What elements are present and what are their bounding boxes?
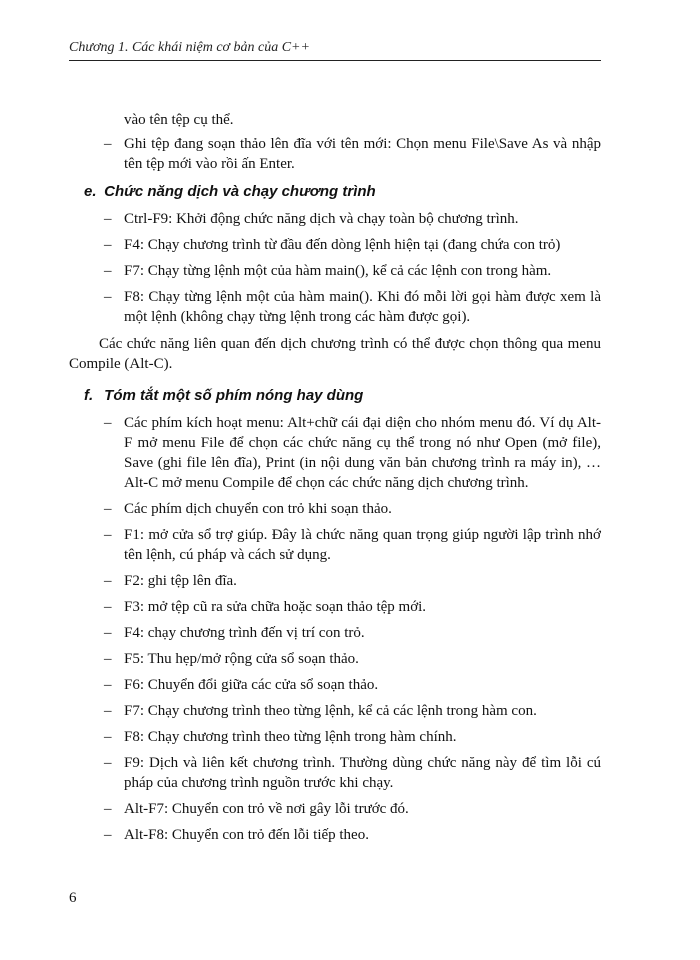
list-item [69, 571, 601, 591]
list-item-text: Ghi tệp đang soạn thảo lên đĩa với tên mới: Chọn menu File\Save As và nhập tên tệp mới vào rồi ấn Enter. [124, 136, 601, 172]
bullet-dash: – [104, 415, 112, 431]
list-item-text: F9: Dịch và liên kết chương trình. Thường dùng chức năng này để tìm lỗi cú pháp của chương trình nguồn trước khi chạy. [124, 755, 601, 791]
list-item-text: F4: Chạy chương trình từ đầu đến dòng lệnh hiện tại (đang chứa con trỏ) [124, 237, 561, 253]
list-item [69, 597, 601, 617]
list-item-text: F8: Chạy chương trình theo từng lệnh trong hàm chính. [124, 729, 457, 745]
list-item [69, 701, 601, 721]
list-item [69, 799, 601, 819]
bullet-dash: – [104, 677, 112, 693]
list-item-text: F2: ghi tệp lên đĩa. [124, 573, 237, 589]
bullet-dash: – [104, 263, 112, 279]
header-rule [69, 60, 601, 61]
list-item [69, 413, 601, 493]
bullet-dash: – [104, 211, 112, 227]
bullet-dash: – [104, 703, 112, 719]
list-item [69, 675, 601, 695]
bullet-dash: – [104, 237, 112, 253]
list-item-text: F7: Chạy chương trình theo từng lệnh, kể cả các lệnh trong hàm con. [124, 703, 537, 719]
list-item-text: Ctrl-F9: Khởi động chức năng dịch và chạy toàn bộ chương trình. [124, 211, 519, 227]
list-item-text: F3: mở tệp cũ ra sửa chữa hoặc soạn thảo tệp mới. [124, 599, 427, 615]
list-item-text: F1: mở cửa sổ trợ giúp. Đây là chức năng quan trọng giúp người lập trình nhớ tên lệnh, cú pháp và cách sử dụng. [124, 527, 601, 563]
page-number: 6 [69, 890, 77, 906]
running-header: Chương 1. Các khái niệm cơ bản của C++ [69, 40, 310, 55]
list-item [69, 727, 601, 747]
section-f-heading [69, 386, 601, 406]
section-f-letter: f. [84, 387, 94, 404]
bullet-dash: – [104, 136, 112, 152]
bullet-dash: – [104, 651, 112, 667]
section-e-letter: e. [84, 183, 97, 200]
list-item [69, 499, 601, 519]
list-item-text: F7: Chạy từng lệnh một của hàm main(), kể cả các lệnh con trong hàm. [124, 263, 552, 279]
list-item-text: F4: chạy chương trình đến vị trí con trỏ. [124, 625, 365, 641]
list-item [69, 134, 601, 174]
section-f-title: Tóm tắt một số phím nóng hay dùng [104, 387, 364, 404]
list-item-text: F6: Chuyển đổi giữa các cửa sổ soạn thảo. [124, 677, 379, 693]
list-item [69, 825, 601, 845]
page-body [69, 110, 601, 851]
list-item [69, 525, 601, 565]
list-item [69, 209, 601, 229]
bullet-dash: – [104, 755, 112, 771]
list-item-text: Alt-F8: Chuyển con trỏ đến lỗi tiếp theo. [124, 827, 369, 843]
section-e-paragraph: Các chức năng liên quan đến dịch chương trình có thể được chọn thông qua menu Compile (Alt-C). [69, 336, 601, 372]
bullet-dash: – [104, 527, 112, 543]
section-e-heading [69, 182, 601, 202]
list-item-text: Alt-F7: Chuyển con trỏ về nơi gây lỗi trước đó. [124, 801, 409, 817]
list-item [69, 235, 601, 255]
list-item [69, 287, 601, 327]
bullet-dash: – [104, 625, 112, 641]
section-e-title: Chức năng dịch và chạy chương trình [104, 183, 376, 200]
list-item-text: F8: Chạy từng lệnh một của hàm main(). Khi đó mỗi lời gọi hàm được xem là một lệnh (không chạy từng lệnh trong các hàm được gọi). [124, 289, 601, 325]
list-item [69, 649, 601, 669]
bullet-dash: – [104, 501, 112, 517]
bullet-dash: – [104, 801, 112, 817]
list-item [69, 623, 601, 643]
list-item [69, 753, 601, 793]
bullet-dash: – [104, 729, 112, 745]
bullet-dash: – [104, 599, 112, 615]
list-item-text: Các phím kích hoạt menu: Alt+chữ cái đại diện cho nhóm menu đó. Ví dụ Alt-F mở menu File để chọn các chức năng cụ thể trong nó như Open (mở file), Save (ghi file lên đĩa), Print (in nội dung văn bản chương trình ra máy in), … Alt-C mở menu Compile để chọn các chức năng dịch chương trình. [124, 415, 601, 491]
list-item-text: F5: Thu hẹp/mở rộng cửa sổ soạn thảo. [124, 651, 359, 667]
bullet-dash: – [104, 289, 112, 305]
list-item [69, 261, 601, 281]
continued-text: vào tên tệp cụ thể. [124, 112, 234, 128]
bullet-dash: – [104, 573, 112, 589]
bullet-dash: – [104, 827, 112, 843]
list-item-text: Các phím dịch chuyển con trỏ khi soạn thảo. [124, 501, 392, 517]
